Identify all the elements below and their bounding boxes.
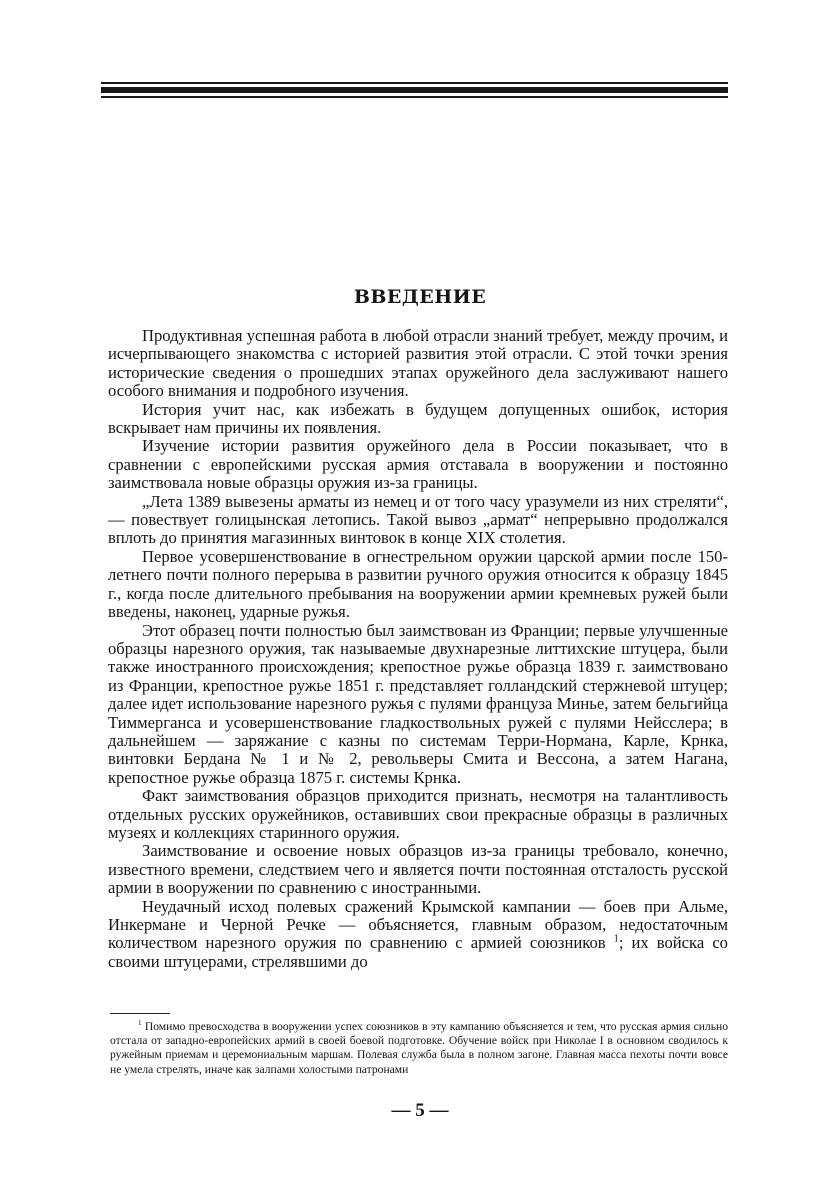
footnote-divider xyxy=(110,1013,170,1014)
paragraph: История учит нас, как избежать в будущем допущенных ошибок, история вскрывает нам причины их появления. xyxy=(108,399,728,438)
page-title: ВВЕДЕНИЕ xyxy=(353,286,487,308)
paragraph: Продуктивная успешная работа в любой отрасли знаний требует, между прочим, и исчерпывающего знакомства с историей развития этой отрасли. С этой точки зрения исторические сведения о прошедших этапах оружейного дела заслуживают нашего особого внимания и подробного изучения. xyxy=(108,326,728,401)
footnote-reference: 1 xyxy=(613,933,619,945)
paragraph-last xyxy=(108,898,728,972)
header-ornament-rule xyxy=(101,82,728,99)
footnotes xyxy=(110,1020,728,1077)
paragraph: Изучение истории развития оружейного дела в России показывает, что в сравнении с европейскими русская армия отставала в вооружении и постоянно заимствовала новые образцы оружия из-за границы. xyxy=(108,436,728,493)
paragraph-text: Неудачный исход полевых сражений Крымской кампании — боев при Альме, Инкермане и Черной Речке — объясняется, главным образом, недостаточным количеством нарезного оружия по сравнению с армией союзников xyxy=(108,896,728,953)
footnote xyxy=(110,1020,728,1077)
paragraph-text-continued: ; их войска со своими штуцерами, стрелявшими до xyxy=(108,933,728,971)
footnote-marker: 1 xyxy=(138,1019,142,1028)
paragraph: Заимствование и освоение новых образцов из-за границы требовало, конечно, известного времени, следствием чего и является почти постоянная отсталость русской армии в вооружении по сравнению с иностранными. xyxy=(108,841,728,898)
paragraph: „Лета 1389 вывезены арматы из немец и от того часу уразумели из них стреляти“, — повествует голицынская летопись. Такой вывоз „армат“ непрерывно продолжался вплоть до принятия магазинных винтовок в конце XIX столетия. xyxy=(108,491,728,548)
main-text xyxy=(108,327,728,971)
paragraph: Факт заимствования образцов приходится признать, несмотря на талантливость отдельных русских оружейников, оставивших свои прекрасные образцы в различных музеях и коллекциях старинного оружия. xyxy=(108,786,728,842)
paragraph: Этот образец почти полностью был заимствован из Франции; первые улучшенные образцы нарезного оружия, так называемые двухнарезные литтихские штуцера, были также иностранного происхождения; крепостное ружье образца 1839 г. заимствовано из Франции, крепостное ружье 1851 г. представляет голландский стержневой штуцер; далее идет использование нарезного ружья с пулями француза Минье, затем бельгийца Тиммерганса и усовершенствование гладкоствольных ружей с пулями Нейсслера; в дальнейшем — заряжание с казны по системам Терри-Нормана, Карле, Крнка, винтовки Бердана № 1 и № 2, револьверы Смита и Вессона, а затем Нагана, крепостное ружье образца 1875 г. системы Крнка. xyxy=(108,620,728,787)
paragraph: Первое усовершенствование в огнестрельном оружии царской армии после 150-летнего почти полного перерыва в развитии ручного оружия относится к образцу 1845 г., когда после длительного пребывания на вооружении армии кремневых ружей были введены, наконец, ударные ружья. xyxy=(108,546,728,622)
page-number: — 5 — xyxy=(391,1100,449,1121)
footnote-text: Помимо превосходства в вооружении успех союзников в эту кампанию объясняется и тем, что русская армия сильно отстала от западно-европейских армий в своей боевой подготовке. Обучение войск при Николае I в основном сводилось к ружейным приемам и церемониальным маршам. Полевая служба была в полном загоне. Главная масса пехоты почти вовсе не умела стрелять, иначе как залпами холостыми патронами xyxy=(110,1020,728,1076)
